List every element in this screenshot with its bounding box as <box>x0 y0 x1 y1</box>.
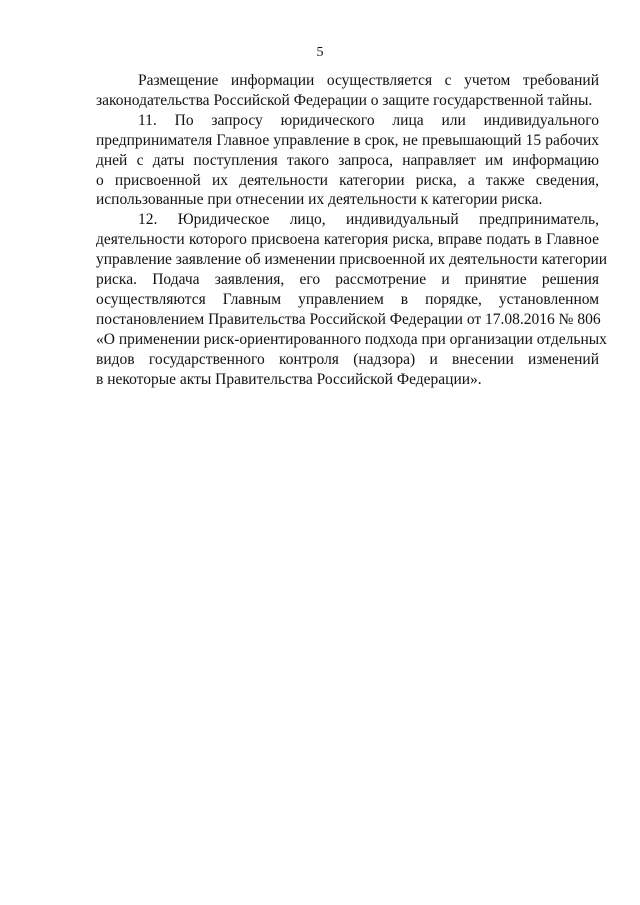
paragraph-line: риска. Подача заявления, его рассмотрение и принятие решения <box>96 271 599 289</box>
paragraph-11 <box>96 111 599 211</box>
paragraph-line: законодательства Российской Федерации о защите государственной тайны. <box>96 91 593 109</box>
paragraph-12 <box>96 210 608 389</box>
paragraph-line: видов государственного контроля (надзора) и внесении изменений <box>96 350 599 368</box>
paragraph-line: «О применении риск-ориентированного подхода при организации отдельных <box>96 330 607 348</box>
paragraph-line: предпринимателя Главное управление в срок, не превышающий 15 рабочих <box>96 131 599 149</box>
paragraph-line: дней с даты поступления такого запроса, направляет им информацию <box>96 151 599 169</box>
paragraph-line: в некоторые акты Правительства Российской Федерации». <box>96 370 482 388</box>
paragraph-line: 11. По запросу юридического лица или индивидуального <box>138 111 599 129</box>
page-number: 5 <box>316 45 324 60</box>
paragraph-line: постановлением Правительства Российской Федерации от 17.08.2016 № 806 <box>96 310 601 328</box>
paragraph-line: осуществляются Главным управлением в порядке, установленном <box>96 290 599 308</box>
paragraph-line: о присвоенной их деятельности категории риска, а также сведения, <box>96 171 599 189</box>
paragraph-line: деятельности которого присвоена категория риска, вправе подать в Главное <box>96 231 599 249</box>
paragraph-line: использованные при отнесении их деятельности к категории риска. <box>96 191 543 209</box>
paragraph-line: управление заявление об изменении присвоенной их деятельности категории <box>96 251 608 269</box>
document-body <box>96 71 608 390</box>
paragraph-state-secret <box>96 71 599 111</box>
paragraph-line: 12. Юридическое лицо, индивидуальный предприниматель, <box>138 211 599 229</box>
paragraph-line: Размещение информации осуществляется с учетом требований <box>138 72 599 89</box>
